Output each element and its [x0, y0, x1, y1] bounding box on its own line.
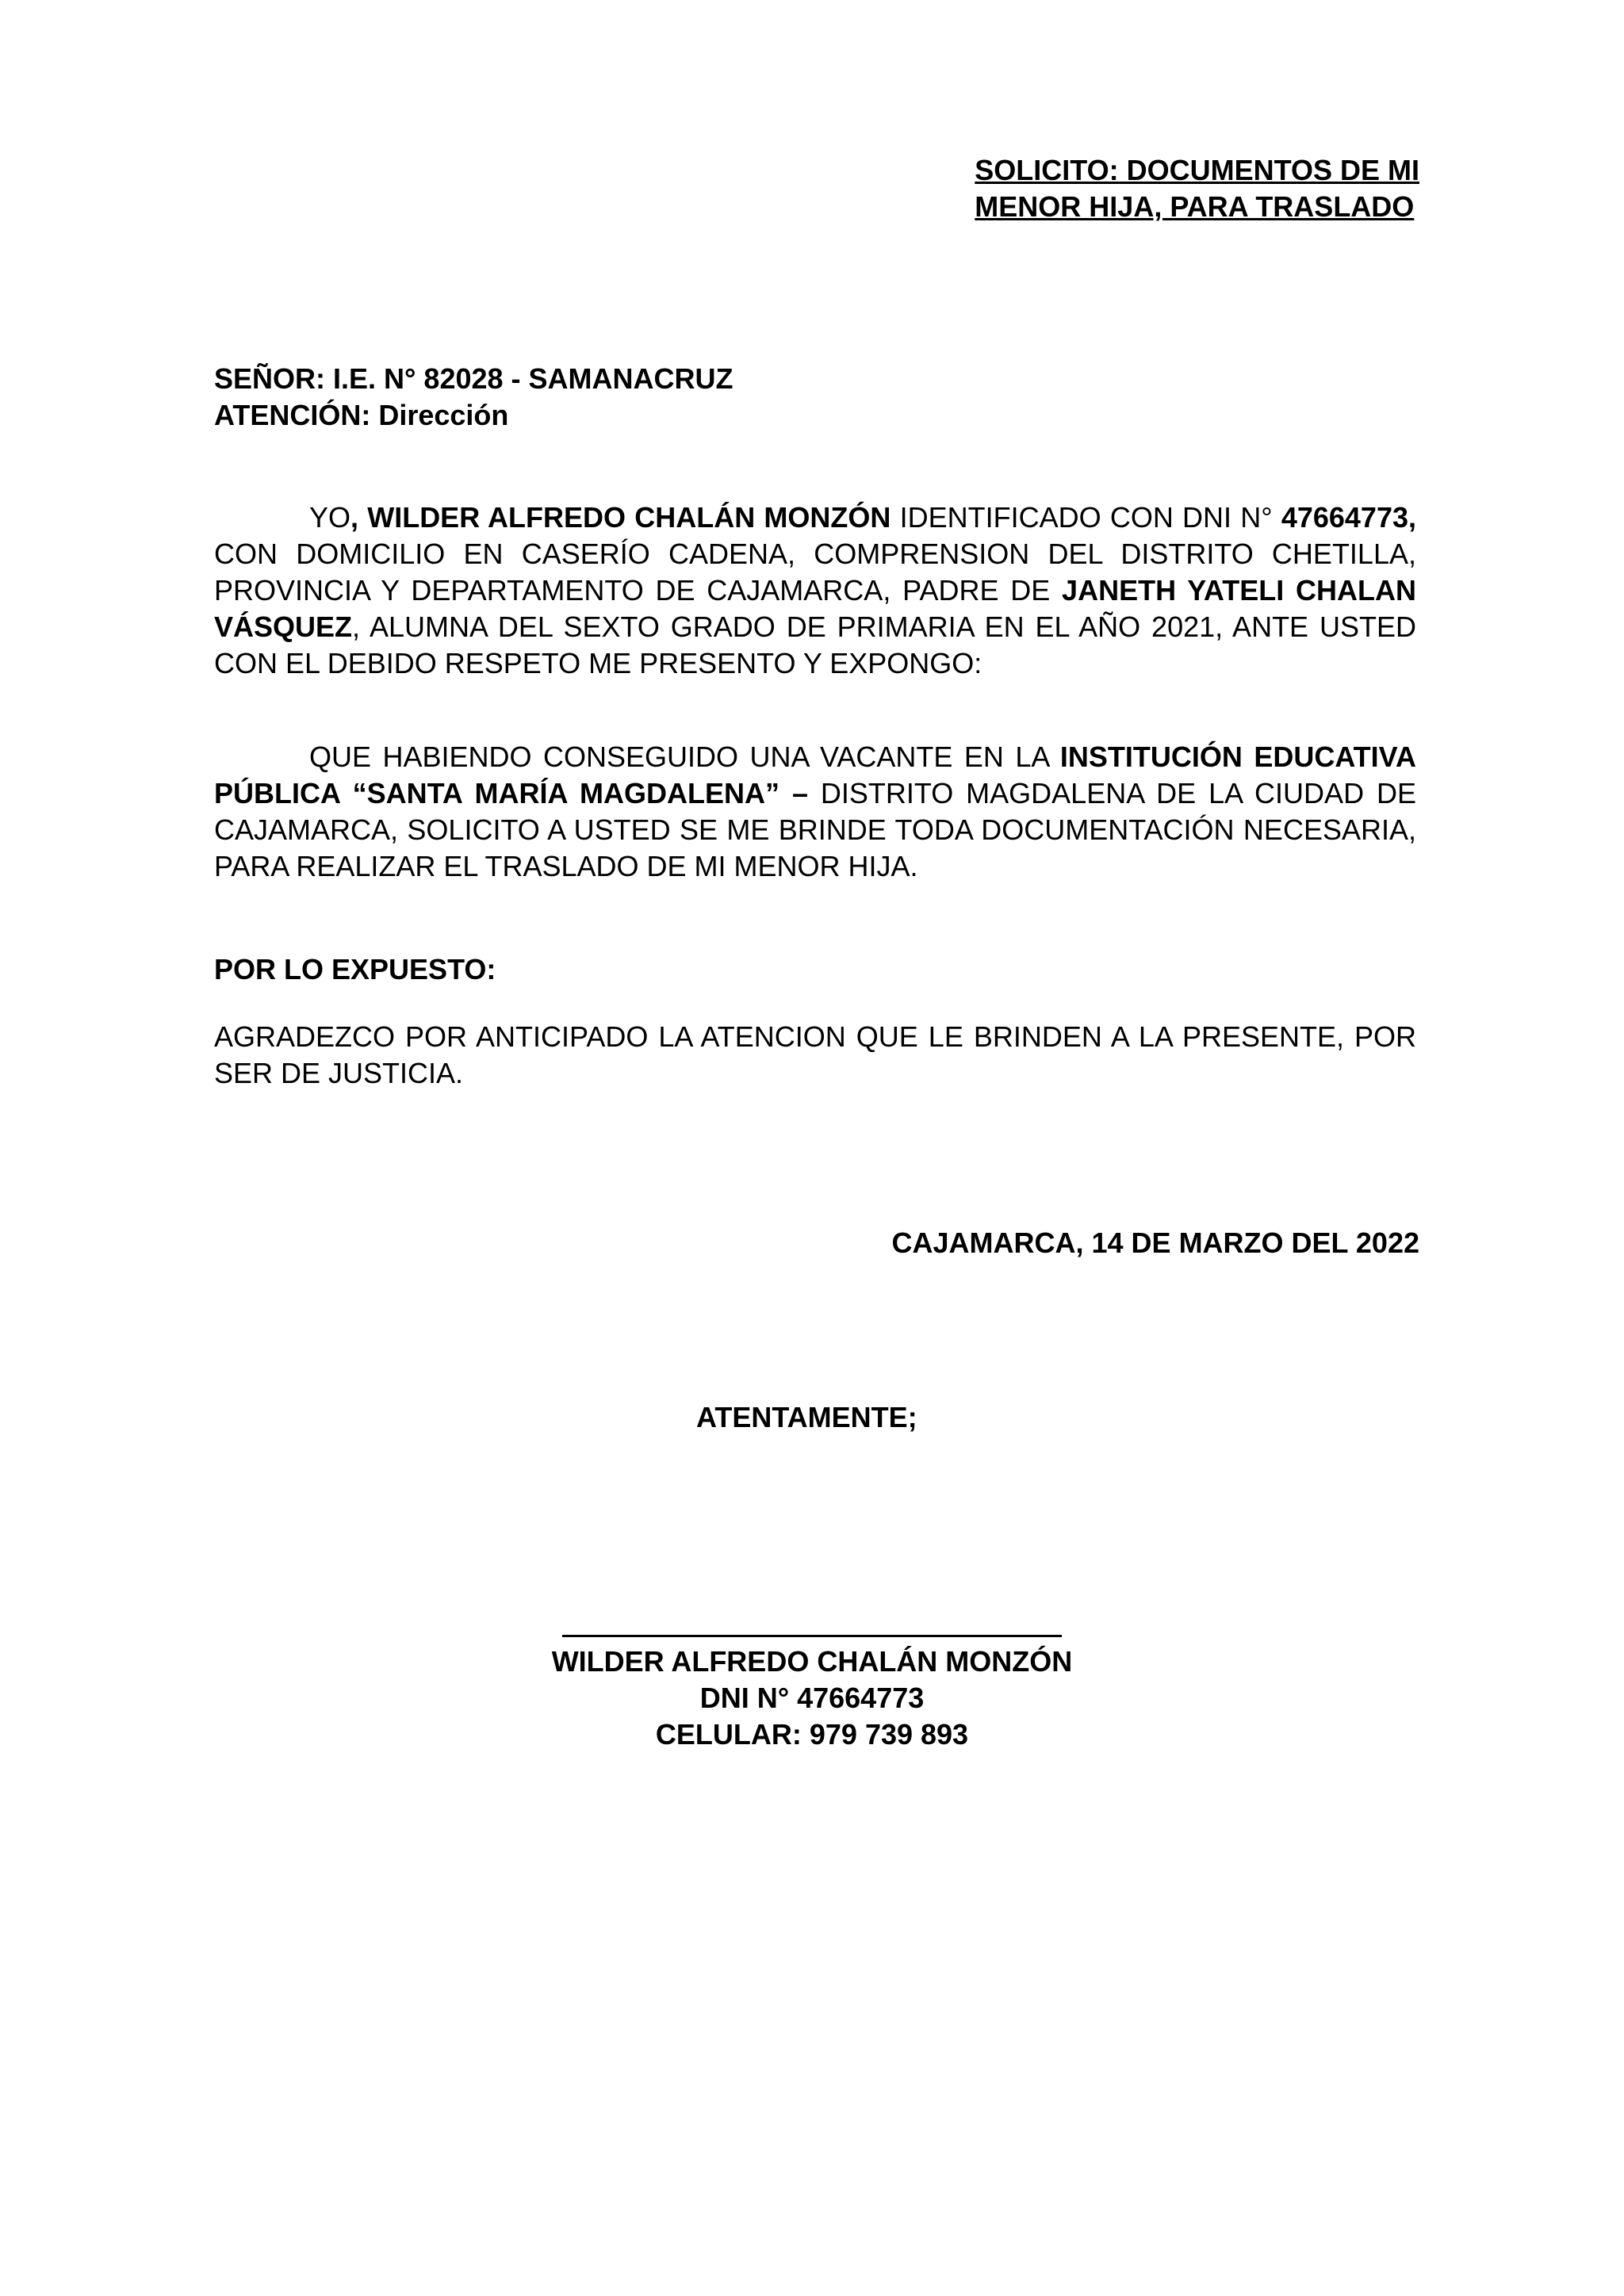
p1-t5: CON DOMICILIO EN CASERÍO CADENA, COMPRENSION DEL DISTRITO CHETILLA, PROVINCIA Y DEPARTAMENTO DE CAJAMARCA, PADRE DE [214, 538, 1416, 607]
p2-t3: DISTRITO MAGDALENA DE LA CIUDAD DE CAJAMARCA, SOLICITO A USTED SE ME BRINDE TODA DOCUMENTACIÓN NECESARIA, PARA REALIZAR EL TRASLADO DE MI MENOR HIJA. [214, 777, 1416, 882]
addressee-atencion [214, 397, 733, 434]
closing-salutation: ATENTAMENTE; [696, 1401, 917, 1433]
paragraph-thanks: AGRADEZCO POR ANTICIPADO LA ATENCION QUE LE BRINDEN A LA PRESENTE, POR SER DE JUSTICIA. [214, 1020, 1416, 1089]
subject-heading [975, 152, 1419, 225]
paragraph-introduction [214, 499, 1416, 682]
signature-dni: DNI N° 47664773 [699, 1682, 925, 1714]
subject-line-2: MENOR HIJA, PARA TRASLADO [975, 190, 1415, 223]
p1-petitioner-name: , WILDER ALFREDO CHALÁN MONZÓN [350, 501, 891, 534]
p1-daughter-name: JANETH YATELI CHALAN VÁSQUEZ [214, 574, 1416, 643]
date-line: CAJAMARCA, 14 DE MARZO DEL 2022 [891, 1226, 1419, 1259]
signature-line [562, 1635, 1062, 1637]
p1-dni: 47664773, [1281, 501, 1417, 534]
p1-t1: YO [309, 501, 351, 534]
paragraph-request [214, 739, 1416, 885]
p1-t3: IDENTIFICADO CON DNI N° [891, 501, 1281, 534]
p1-t7: , ALUMNA DEL SEXTO GRADO DE PRIMARIA EN EL AÑO 2021, ANTE USTED CON EL DEBIDO RESPETO ME PRESENTO Y EXPONGO: [214, 610, 1416, 679]
p2-t1: QUE HABIENDO CONSEGUIDO UNA VACANTE EN LA [309, 740, 1060, 773]
por-lo-expuesto-heading: POR LO EXPUESTO: [214, 953, 496, 985]
addressee-block [214, 361, 733, 434]
atencion-label: ATENCIÓN: [214, 399, 371, 431]
atencion-value: Dirección [378, 399, 509, 431]
signature-name: WILDER ALFREDO CHALÁN MONZÓN [551, 1645, 1073, 1678]
signature-phone: CELULAR: 979 739 893 [655, 1718, 969, 1751]
addressee-senor: SEÑOR: I.E. N° 82028 - SAMANACRUZ [214, 362, 733, 395]
subject-line-1: SOLICITO: DOCUMENTOS DE MI [975, 154, 1419, 186]
signature-block [0, 1635, 1624, 1753]
p2-institution: INSTITUCIÓN EDUCATIVA PÚBLICA “SANTA MARÍA MAGDALENA” – [214, 740, 1416, 809]
